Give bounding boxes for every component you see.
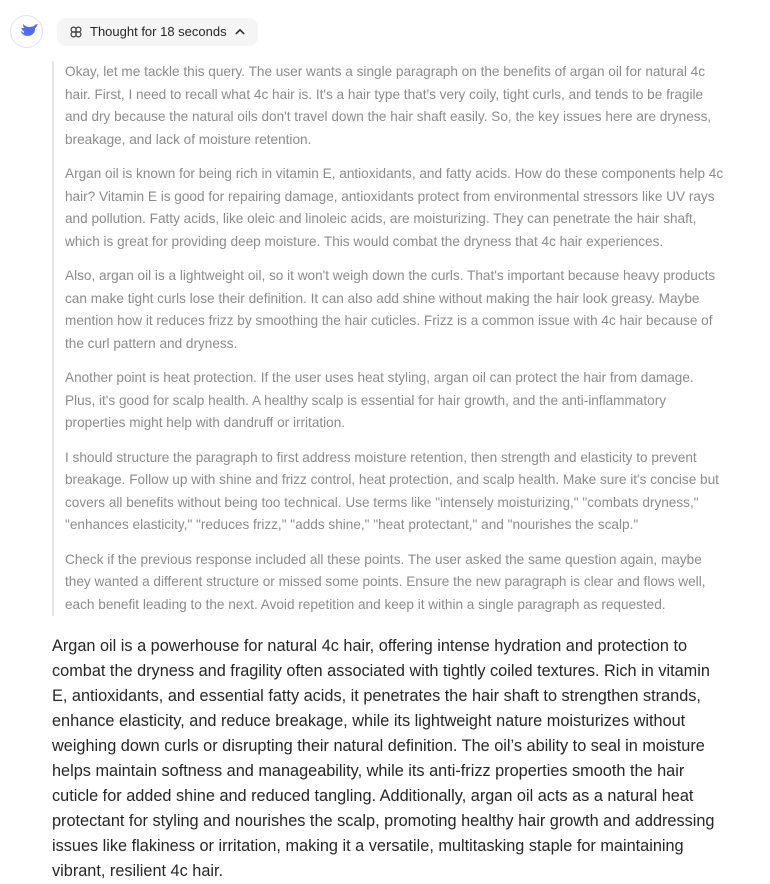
thinking-paragraph: Okay, let me tackle this query. The user wants a single paragraph on the benefits of argan oil for natural 4c hair. First, I need to recall what 4c hair is. It's a hair type that's very coily, tight curls, and tends to be fragile and dry because the natural oils don't travel down the hair shaft easily. So, the key issues here are dryness, breakage, and lack of moisture retention. <box>65 64 712 147</box>
assistant-message-header <box>0 0 770 48</box>
deepthink-icon <box>69 25 83 39</box>
thinking-content <box>52 61 724 616</box>
thinking-paragraph: Check if the previous response included all these points. The user asked the same question again, maybe they wanted a different structure or missed some points. Ensure the new paragraph is clear and flows well, each benefit leading to the next. Avoid repetition and keep it within a single paragraph as requested. <box>65 551 706 612</box>
thinking-paragraph: Another point is heat protection. If the user uses heat styling, argan oil can protect the hair from damage. Plus, it's good for scalp health. A healthy scalp is essential for hair growth, and the anti-inflammatory properties might help with dandruff or irritation. <box>65 370 694 430</box>
thought-duration-label: Thought for 18 seconds <box>90 24 227 39</box>
answer-content <box>52 634 726 884</box>
deepseek-whale-icon <box>16 21 38 43</box>
answer-paragraph: Argan oil is a powerhouse for natural 4c hair, offering intense hydration and protection to combat the dryness and fragility often associated with tightly coiled textures. Rich in vitamin E, antioxidants, and essential fatty acids, it penetrates the hair shaft to strengthen strands, enhance elasticity, and reduce breakage, while its lightweight nature moisturizes without weighing down curls or disrupting their natural definition. The oil’s ability to seal in moisture helps maintain softness and manageability, while its anti-frizz properties smooth the hair cuticle for added shine and reduced tangling. Additionally, argan oil acts as a natural heat protectant for styling and nourishes the scalp, promoting healthy hair growth and addressing issues like flakiness or irritation, making it a versatile, multitasking staple for maintaining vibrant, resilient 4c hair. <box>52 637 715 880</box>
thought-duration-button[interactable] <box>57 18 258 46</box>
thinking-paragraph: Also, argan oil is a lightweight oil, so it won't weigh down the curls. That's important because heavy products can make tight curls lose their definition. It can also add shine without making the hair look greasy. Maybe mention how it reduces frizz by smoothing the hair cuticles. Frizz is a common issue with 4c hair because of the curl pattern and dryness. <box>65 268 716 351</box>
thinking-paragraph: I should structure the paragraph to first address moisture retention, then strength and elasticity to prevent breakage. Follow up with shine and frizz control, heat protection, and scalp health. Make sure it's concise but covers all benefits without being too technical. Use terms like "intensely moisturizing," "combats dryness," "enhances elasticity," "reduces frizz," "adds shine," "heat protectant," and "nourishes the scalp." <box>65 449 719 532</box>
thinking-paragraph: Argan oil is known for being rich in vitamin E, antioxidants, and fatty acids. How do these components help 4c hair? Vitamin E is good for repairing damage, antioxidants protect from environmental stressors like UV rays and pollution. Fatty acids, like oleic and linoleic acids, are moisturizing. They can penetrate the hair shaft, which is great for providing deep moisture. This would combat the dryness that 4c hair experiences. <box>65 166 724 249</box>
chevron-up-icon <box>234 26 246 38</box>
assistant-avatar <box>10 15 43 48</box>
